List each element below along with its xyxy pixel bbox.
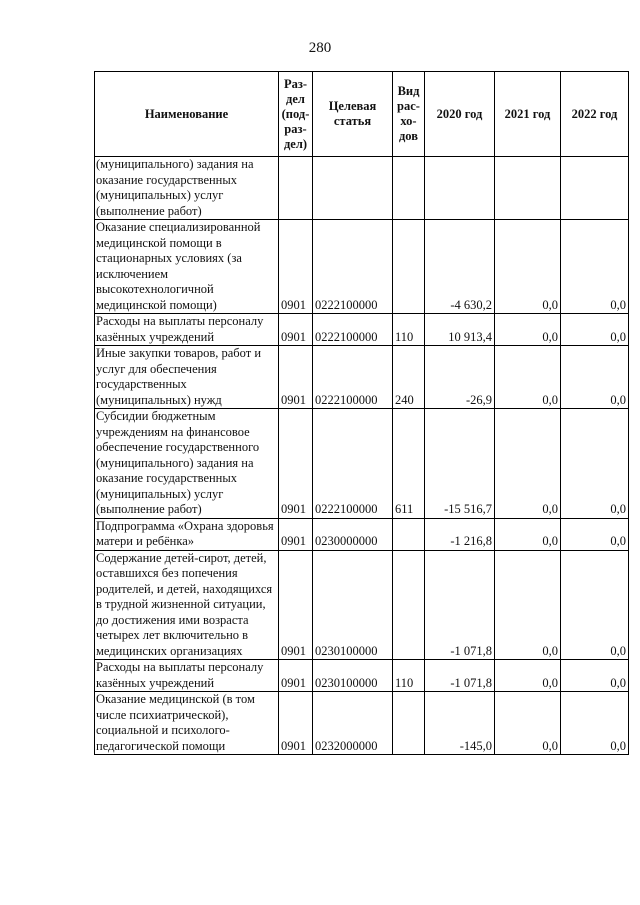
row-2020: -1 071,8 xyxy=(425,550,495,660)
row-name: Подпрограмма «Охрана здоровья матери и ребёнка» xyxy=(95,518,279,550)
row-2022: 0,0 xyxy=(561,550,629,660)
header-target: Целевая статья xyxy=(313,72,393,157)
row-2022: 0,0 xyxy=(561,220,629,314)
table-header-row xyxy=(95,72,629,157)
row-2021 xyxy=(495,157,561,220)
row-2021: 0,0 xyxy=(495,518,561,550)
row-2020: -26,9 xyxy=(425,346,495,409)
row-2021: 0,0 xyxy=(495,346,561,409)
budget-table xyxy=(94,71,629,755)
row-2020: -145,0 xyxy=(425,692,495,755)
table-row xyxy=(95,157,629,220)
header-2020: 2020 год xyxy=(425,72,495,157)
row-target: 0222100000 xyxy=(313,409,393,519)
row-target: 0230000000 xyxy=(313,518,393,550)
row-2022: 0,0 xyxy=(561,346,629,409)
row-name: (муниципального) задания на оказание государственных (муниципальных) услуг (выполнение работ) xyxy=(95,157,279,220)
row-2021: 0,0 xyxy=(495,220,561,314)
row-section: 0901 xyxy=(279,692,313,755)
row-type: 611 xyxy=(393,409,425,519)
table-row xyxy=(95,409,629,519)
row-2020: 10 913,4 xyxy=(425,314,495,346)
table-row xyxy=(95,518,629,550)
row-2022: 0,0 xyxy=(561,692,629,755)
row-type: 240 xyxy=(393,346,425,409)
row-section: 0901 xyxy=(279,550,313,660)
row-name: Иные закупки товаров, работ и услуг для обеспечения государственных (муниципальных) нужд xyxy=(95,346,279,409)
row-2020: -1 071,8 xyxy=(425,660,495,692)
header-2022: 2022 год xyxy=(561,72,629,157)
row-section: 0901 xyxy=(279,314,313,346)
row-2022 xyxy=(561,157,629,220)
table-row xyxy=(95,660,629,692)
row-section: 0901 xyxy=(279,346,313,409)
row-type xyxy=(393,692,425,755)
row-2022: 0,0 xyxy=(561,518,629,550)
row-2022: 0,0 xyxy=(561,409,629,519)
row-target: 0222100000 xyxy=(313,346,393,409)
row-target: 0222100000 xyxy=(313,314,393,346)
row-type xyxy=(393,157,425,220)
row-target: 0230100000 xyxy=(313,660,393,692)
row-target: 0222100000 xyxy=(313,220,393,314)
row-name: Содержание детей-сирот, детей, оставшихся без попечения родителей, и детей, находящихся в трудной жизненной ситуации, до достижения ими возраста четырех лет включительно в медицинских организациях xyxy=(95,550,279,660)
header-name: Наименование xyxy=(95,72,279,157)
row-type xyxy=(393,518,425,550)
row-name: Расходы на выплаты персоналу казённых учреждений xyxy=(95,314,279,346)
row-section: 0901 xyxy=(279,660,313,692)
page-number: 280 xyxy=(308,40,332,56)
row-2020 xyxy=(425,157,495,220)
row-2021: 0,0 xyxy=(495,660,561,692)
row-target: 0230100000 xyxy=(313,550,393,660)
row-2020: -15 516,7 xyxy=(425,409,495,519)
header-2021: 2021 год xyxy=(495,72,561,157)
row-section xyxy=(279,157,313,220)
row-type: 110 xyxy=(393,660,425,692)
row-target: 0232000000 xyxy=(313,692,393,755)
row-2021: 0,0 xyxy=(495,314,561,346)
row-section: 0901 xyxy=(279,518,313,550)
row-name: Оказание медицинской (в том числе психиатрической), социальной и психолого-педагогической помощи xyxy=(95,692,279,755)
row-type xyxy=(393,220,425,314)
row-name: Оказание специализированной медицинской помощи в стационарных условиях (за исключением высокотехнологичной медицинской помощи) xyxy=(95,220,279,314)
row-2021: 0,0 xyxy=(495,692,561,755)
row-2021: 0,0 xyxy=(495,409,561,519)
row-2022: 0,0 xyxy=(561,314,629,346)
row-name: Субсидии бюджетным учреждениям на финансовое обеспечение государственного (муниципального) задания на оказание государственных (муниципальных) услуг (выполнение работ) xyxy=(95,409,279,519)
row-2021: 0,0 xyxy=(495,550,561,660)
table-row xyxy=(95,220,629,314)
header-section: Раз-дел (под-раз-дел) xyxy=(279,72,313,157)
row-target xyxy=(313,157,393,220)
row-2022: 0,0 xyxy=(561,660,629,692)
table-row xyxy=(95,550,629,660)
row-2020: -1 216,8 xyxy=(425,518,495,550)
header-expense-type: Вид рас-хо-дов xyxy=(393,72,425,157)
row-type: 110 xyxy=(393,314,425,346)
table-row xyxy=(95,314,629,346)
row-type xyxy=(393,550,425,660)
table-row xyxy=(95,692,629,755)
row-section: 0901 xyxy=(279,220,313,314)
table-row xyxy=(95,346,629,409)
row-section: 0901 xyxy=(279,409,313,519)
row-2020: -4 630,2 xyxy=(425,220,495,314)
row-name: Расходы на выплаты персоналу казённых учреждений xyxy=(95,660,279,692)
